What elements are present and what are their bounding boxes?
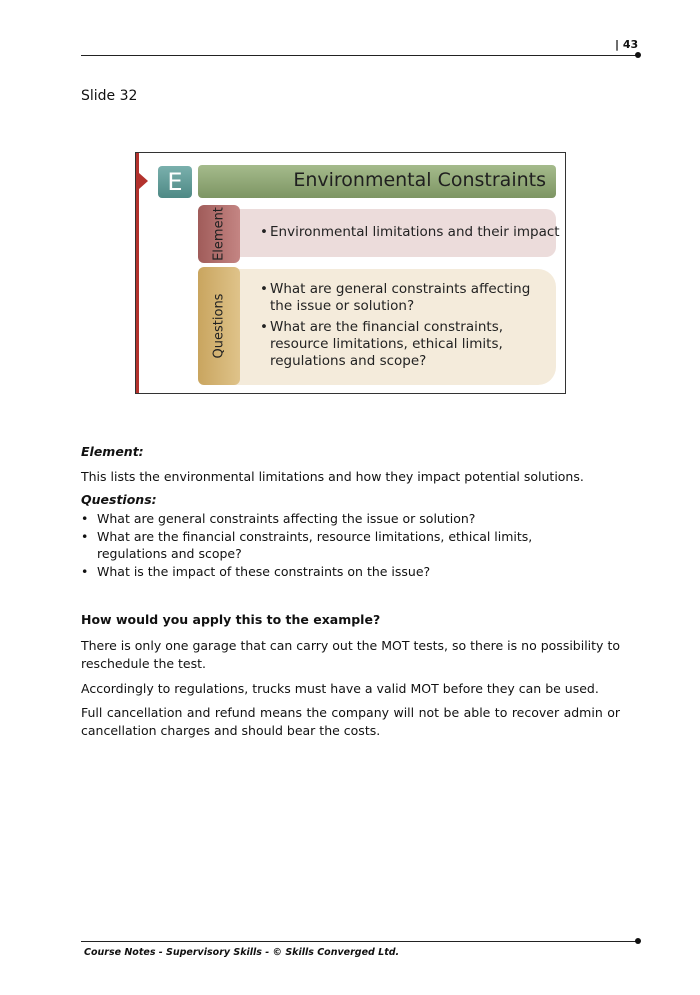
slide-letter-badge: E [158,166,192,198]
slide-question-bullet-1: • What are general constraints affecting the issue or solution? [260,281,531,314]
slide-element-tab [198,205,240,263]
slide-accent-bar [136,153,139,393]
footer-rule [81,941,637,942]
element-text: This lists the environmental limitations and how they impact potential solutions. [81,469,584,484]
header-rule [81,55,637,56]
slide-element-box [234,209,560,257]
element-heading: Element: [81,444,144,459]
questions-list [81,510,606,580]
example-paragraph-1: There is only one garage that can carry out the MOT tests, so there is no possibility to reschedule the test. [81,638,620,671]
page-number: | 43 [615,38,639,51]
slide-element-tab-label: Element [211,207,227,261]
slide-question-bullet-2: • What are the financial constraints, resource limitations, ethical limits, regulations and scope? [260,319,504,369]
slide-thumbnail [135,152,566,394]
slide-title: Environmental Constraints [293,169,546,191]
example-paragraph-2: Accordingly to regulations, trucks must have a valid MOT before they can be used. [81,681,599,696]
slide-questions-box [234,269,556,385]
list-item: • What are general constraints affecting the issue or solution? [81,510,606,528]
header-rule-dot [635,52,641,58]
footer-text: Course Notes - Supervisory Skills - © Skills Converged Ltd. [84,947,400,958]
list-item: • What are the financial constraints, resource limitations, ethical limits, regulations and scope? [81,528,606,563]
list-item: • What is the impact of these constraints on the issue? [81,563,606,581]
example-heading: How would you apply this to the example? [81,612,381,627]
example-paragraph-3: Full cancellation and refund means the company will not be able to recover admin or cancellation charges and should bear the costs. [81,705,620,738]
slide-label: Slide 32 [81,88,138,104]
footer-rule-dot [635,938,641,944]
slide-questions-tab-label: Questions [211,293,227,359]
slide-arrow-icon [139,173,148,189]
questions-heading: Questions: [81,492,157,507]
slide-questions-tab [198,267,240,385]
slide-title-bar [198,165,556,198]
slide-element-bullet: • Environmental limitations and their impact [260,224,560,240]
